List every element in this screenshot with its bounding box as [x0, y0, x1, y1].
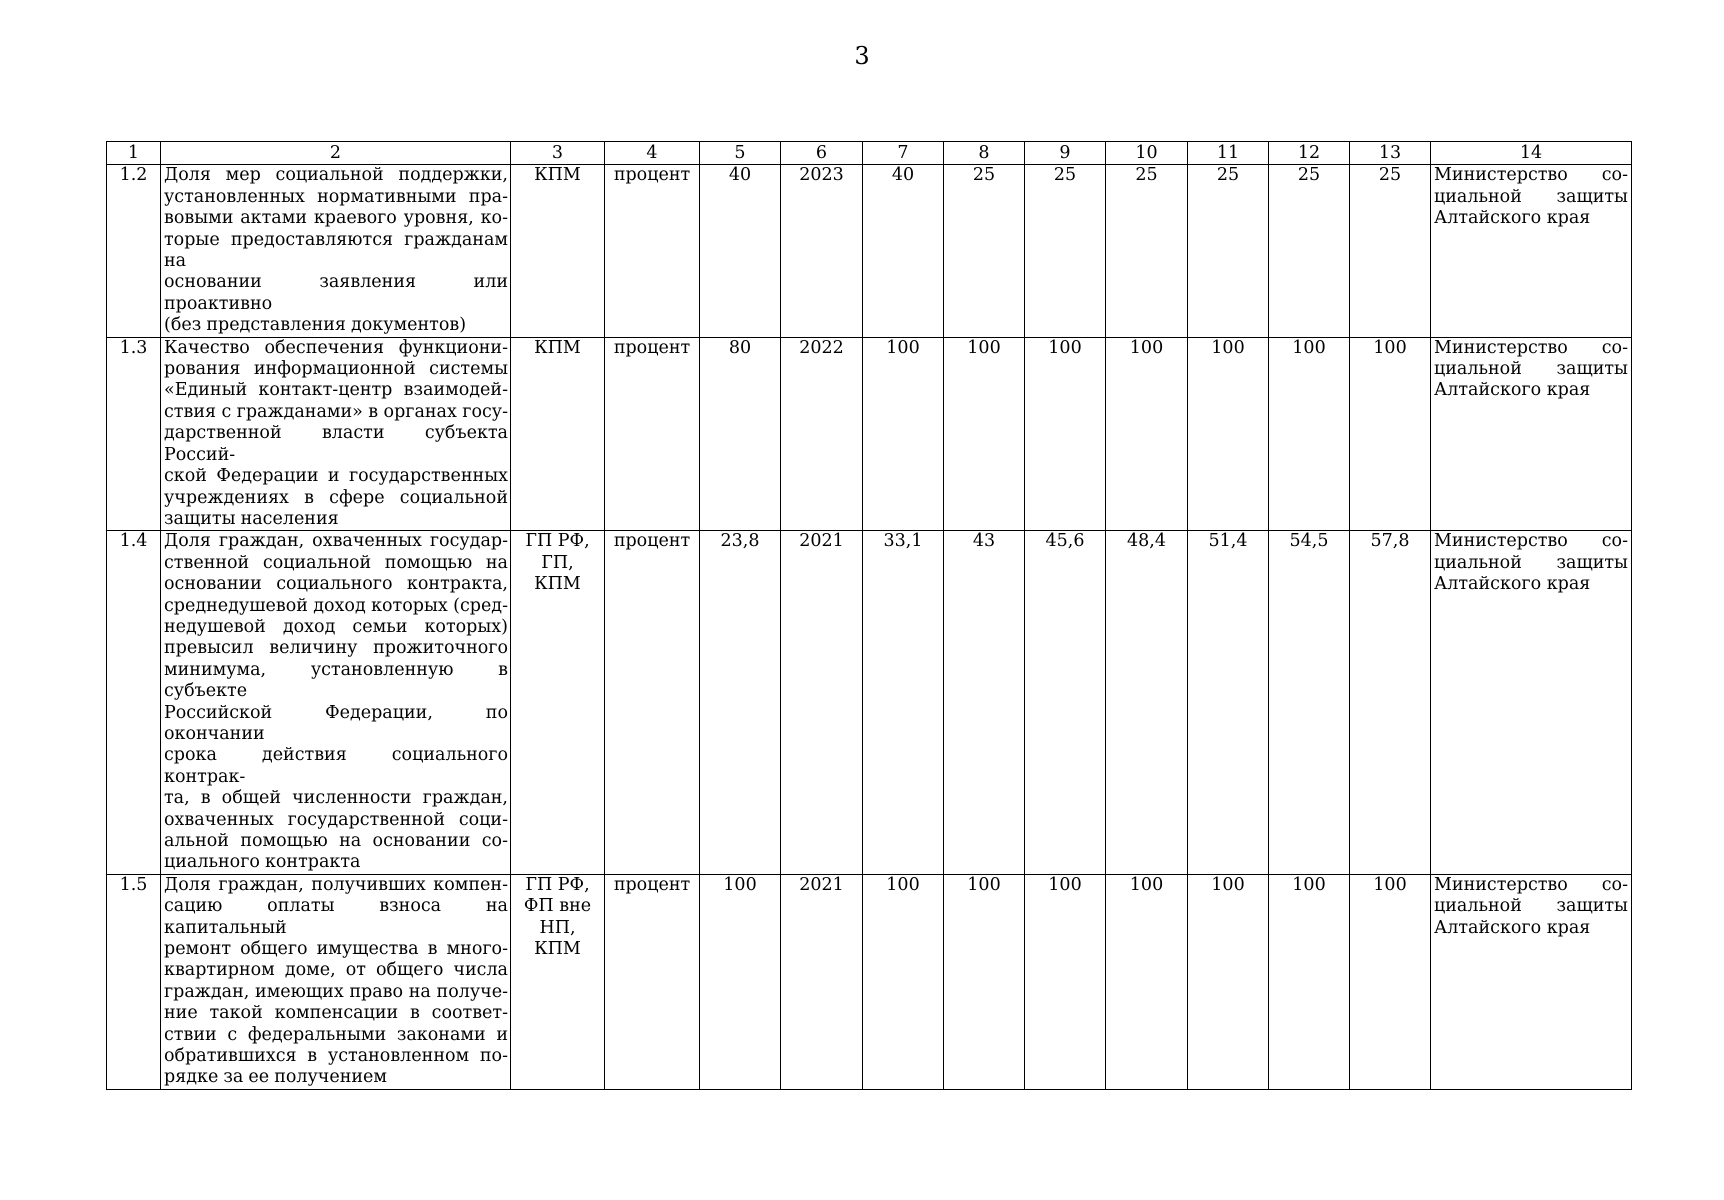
- description-line: рядке за ее получением: [164, 1067, 388, 1088]
- target-value-cell-13: 100: [1350, 337, 1431, 531]
- description-line: та, в общей численности граждан,: [164, 788, 508, 809]
- column-header-2: 2: [161, 142, 511, 165]
- target-value-cell-10: 48,4: [1106, 531, 1188, 875]
- page-number: 3: [854, 42, 870, 70]
- description-line: альной помощью на основании со-: [164, 831, 508, 851]
- description-line: вовыми актами краевого уровня, ко-: [164, 208, 508, 229]
- description-line: Доля граждан, охваченных государ-: [164, 531, 508, 552]
- row-number-cell: 1.4: [107, 531, 161, 875]
- description-line: сацию оплаты взноса на капитальный: [164, 896, 508, 938]
- source-line: КПМ: [534, 337, 581, 358]
- target-value-cell-12: 100: [1269, 337, 1350, 531]
- target-value-cell-7: 100: [863, 337, 944, 531]
- description-line: ствии с федеральными законами и: [164, 1024, 508, 1045]
- target-value-cell-13: 25: [1350, 165, 1431, 337]
- target-value-cell-12: 25: [1269, 165, 1350, 337]
- description-line: среднедушевой доход которых (сред-: [164, 595, 508, 616]
- description-line: торые предоставляются гражданам на: [164, 229, 508, 272]
- source-line: ФП вне: [523, 896, 592, 917]
- responsible-line: циальной защиты: [1434, 359, 1628, 380]
- responsible-line: Алтайского края: [1434, 208, 1591, 229]
- source-line: НП,: [539, 917, 576, 938]
- column-header-6: 6: [781, 142, 863, 165]
- responsible-cell: [1431, 874, 1632, 1089]
- base-year-cell: 2021: [781, 531, 863, 875]
- description-line: основании заявления или проактивно: [164, 272, 508, 314]
- description-line: квартирном доме, от общего числа: [164, 960, 508, 981]
- source-line: ГП РФ,: [525, 531, 590, 552]
- responsible-cell: [1431, 337, 1632, 531]
- unit-cell: процент: [605, 165, 700, 337]
- description-line: «Единый контакт-центр взаимодей-: [164, 380, 508, 401]
- target-value-cell-9: 45,6: [1025, 531, 1106, 875]
- target-value-cell-13: 100: [1350, 874, 1431, 1089]
- target-value-cell-8: 100: [944, 337, 1025, 531]
- description-line: защиты населения: [164, 508, 339, 529]
- column-header-5: 5: [700, 142, 781, 165]
- description-line: Доля граждан, получивших компен-: [164, 874, 508, 895]
- column-header-1: 1: [107, 142, 161, 165]
- description-line: обратившихся в установленном по-: [164, 1046, 508, 1067]
- target-value-cell-11: 25: [1188, 165, 1269, 337]
- base-year-cell: 2023: [781, 165, 863, 337]
- description-line: ственной социальной помощью на: [164, 552, 508, 573]
- responsible-line: Министерство со-: [1434, 531, 1628, 552]
- indicator-description-cell: [161, 337, 511, 531]
- source-line: ГП РФ,: [525, 874, 590, 895]
- table-body: [107, 165, 1632, 1089]
- table-row: [107, 337, 1632, 531]
- target-value-cell-12: 54,5: [1269, 531, 1350, 875]
- source-line: КПМ: [534, 165, 581, 186]
- indicator-description-cell: [161, 531, 511, 875]
- source-line: КПМ: [534, 574, 581, 595]
- column-header-13: 13: [1350, 142, 1431, 165]
- description-line: циального контракта: [164, 852, 361, 873]
- responsible-line: циальной защиты: [1434, 896, 1628, 917]
- description-line: срока действия социального контрак-: [164, 745, 508, 787]
- target-value-cell-7: 100: [863, 874, 944, 1089]
- target-value-cell-10: 25: [1106, 165, 1188, 337]
- column-header-10: 10: [1106, 142, 1188, 165]
- description-line: ствия с гражданами» в органах госу-: [164, 401, 508, 422]
- column-header-4: 4: [605, 142, 700, 165]
- source-cell: [511, 165, 605, 337]
- header-row: [107, 142, 1632, 165]
- responsible-line: Алтайского края: [1434, 917, 1591, 938]
- target-value-cell-7: 33,1: [863, 531, 944, 875]
- target-value-cell-10: 100: [1106, 337, 1188, 531]
- responsible-line: Алтайского края: [1434, 380, 1591, 401]
- description-line: недушевой доход семьи которых): [164, 616, 508, 637]
- responsible-line: Министерство со-: [1434, 874, 1628, 895]
- source-line: КПМ: [534, 939, 581, 960]
- target-value-cell-9: 100: [1025, 874, 1106, 1089]
- row-number-cell: 1.2: [107, 165, 161, 337]
- base-value-cell: 100: [700, 874, 781, 1089]
- target-value-cell-9: 100: [1025, 337, 1106, 531]
- source-cell: [511, 337, 605, 531]
- base-value-cell: 23,8: [700, 531, 781, 875]
- row-number-cell: 1.5: [107, 874, 161, 1089]
- unit-cell: процент: [605, 531, 700, 875]
- column-header-12: 12: [1269, 142, 1350, 165]
- target-value-cell-8: 43: [944, 531, 1025, 875]
- description-line: превысил величину прожиточного: [164, 638, 508, 659]
- target-value-cell-11: 100: [1188, 874, 1269, 1089]
- description-line: Качество обеспечения функциони-: [164, 337, 508, 358]
- unit-cell: процент: [605, 337, 700, 531]
- base-value-cell: 80: [700, 337, 781, 531]
- target-value-cell-9: 25: [1025, 165, 1106, 337]
- responsible-line: Министерство со-: [1434, 165, 1628, 186]
- table-row: [107, 165, 1632, 337]
- description-line: (без представления документов): [164, 315, 467, 336]
- column-header-14: 14: [1431, 142, 1632, 165]
- description-line: ремонт общего имущества в много-: [164, 939, 508, 960]
- target-value-cell-8: 25: [944, 165, 1025, 337]
- base-year-cell: 2022: [781, 337, 863, 531]
- description-line: установленных нормативными пра-: [164, 186, 508, 207]
- unit-cell: процент: [605, 874, 700, 1089]
- description-line: охваченных государственной соци-: [164, 809, 508, 830]
- description-line: граждан, имеющих право на получе-: [164, 981, 508, 1002]
- row-number-cell: 1.3: [107, 337, 161, 531]
- target-value-cell-11: 100: [1188, 337, 1269, 531]
- indicator-description-cell: [161, 165, 511, 337]
- responsible-cell: [1431, 531, 1632, 875]
- description-line: рования информационной системы: [164, 359, 508, 380]
- responsible-cell: [1431, 165, 1632, 337]
- responsible-line: циальной защиты: [1434, 552, 1628, 573]
- description-line: ние такой компенсации в соответ-: [164, 1003, 508, 1024]
- table-row: [107, 531, 1632, 875]
- description-line: основании социального контракта,: [164, 574, 508, 595]
- target-value-cell-10: 100: [1106, 874, 1188, 1089]
- indicator-description-cell: [161, 874, 511, 1089]
- description-line: учреждениях в сфере социальной: [164, 487, 508, 508]
- description-line: Российской Федерации, по окончании: [164, 702, 508, 744]
- column-header-3: 3: [511, 142, 605, 165]
- responsible-line: Министерство со-: [1434, 337, 1628, 358]
- source-cell: [511, 531, 605, 875]
- target-value-cell-13: 57,8: [1350, 531, 1431, 875]
- column-header-9: 9: [1025, 142, 1106, 165]
- column-header-8: 8: [944, 142, 1025, 165]
- description-line: дарственной власти субъекта Россий-: [164, 423, 508, 465]
- column-header-7: 7: [863, 142, 944, 165]
- target-value-cell-7: 40: [863, 165, 944, 337]
- responsible-line: Алтайского края: [1434, 574, 1591, 595]
- table-row: [107, 874, 1632, 1089]
- target-value-cell-11: 51,4: [1188, 531, 1269, 875]
- source-line: ГП,: [541, 552, 574, 573]
- base-value-cell: 40: [700, 165, 781, 337]
- target-value-cell-12: 100: [1269, 874, 1350, 1089]
- source-cell: [511, 874, 605, 1089]
- description-line: ской Федерации и государственных: [164, 466, 508, 487]
- base-year-cell: 2021: [781, 874, 863, 1089]
- responsible-line: циальной защиты: [1434, 186, 1628, 207]
- target-value-cell-8: 100: [944, 874, 1025, 1089]
- indicators-table: [106, 141, 1632, 1090]
- description-line: минимума, установленную в субъекте: [164, 659, 508, 702]
- description-line: Доля мер социальной поддержки,: [164, 165, 508, 186]
- column-header-11: 11: [1188, 142, 1269, 165]
